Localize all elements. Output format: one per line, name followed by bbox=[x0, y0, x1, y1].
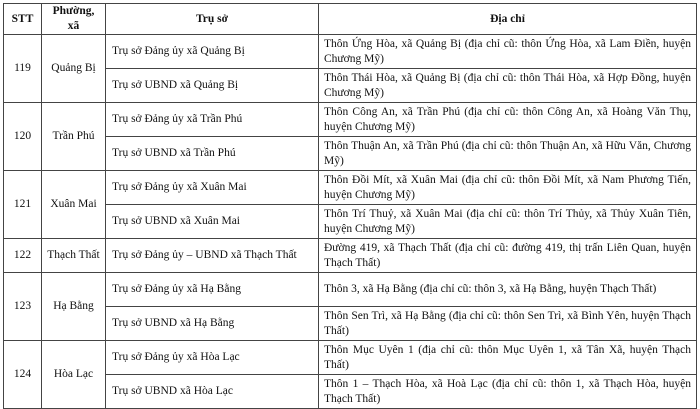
table-row bbox=[4, 341, 697, 375]
stt-cell: 119 bbox=[4, 35, 42, 103]
ward-cell: Trần Phú bbox=[42, 103, 106, 171]
header-stt: STT bbox=[4, 4, 42, 35]
table-row bbox=[4, 35, 697, 69]
ward-cell: Quảng Bị bbox=[42, 35, 106, 103]
address-cell: Thôn Mục Uyên 1 (địa chỉ cũ: thôn Mục Uyên 1, xã Tân Xã, huyện Thạch Thất) bbox=[319, 341, 697, 375]
stt-cell: 120 bbox=[4, 103, 42, 171]
office-cell: Trụ sở UBND xã Hạ Bằng bbox=[106, 307, 319, 341]
address-cell: Thôn 3, xã Hạ Bằng (địa chỉ cũ: thôn 3, xã Hạ Bằng, huyện Thạch Thất) bbox=[319, 273, 697, 307]
header-ward: Phường, xã bbox=[42, 4, 106, 35]
address-cell: Thôn Ứng Hòa, xã Quảng Bị (địa chỉ cũ: thôn Ứng Hòa, xã Lam Điền, huyện Chương Mỹ) bbox=[319, 35, 697, 69]
office-cell: Trụ sở Đảng ủy xã Trần Phú bbox=[106, 103, 319, 137]
ward-cell: Hạ Bằng bbox=[42, 273, 106, 341]
table-row bbox=[4, 137, 697, 171]
stt-cell: 122 bbox=[4, 239, 42, 273]
ward-cell: Thạch Thất bbox=[42, 239, 106, 273]
table-row bbox=[4, 171, 697, 205]
stt-cell: 121 bbox=[4, 171, 42, 239]
address-table bbox=[3, 3, 697, 409]
stt-cell: 124 bbox=[4, 341, 42, 409]
office-cell: Trụ sở UBND xã Trần Phú bbox=[106, 137, 319, 171]
table-row bbox=[4, 273, 697, 307]
table-row bbox=[4, 375, 697, 409]
table-row bbox=[4, 307, 697, 341]
ward-cell: Hòa Lạc bbox=[42, 341, 106, 409]
office-cell: Trụ sở Đảng ủy xã Hòa Lạc bbox=[106, 341, 319, 375]
address-cell: Thôn Thái Hòa, xã Quảng Bị (địa chỉ cũ: thôn Thái Hòa, xã Hợp Đồng, huyện Chương Mỹ) bbox=[319, 69, 697, 103]
office-cell: Trụ sở UBND xã Quảng Bị bbox=[106, 69, 319, 103]
address-cell: Thôn Sen Trì, xã Hạ Bằng (địa chỉ cũ: thôn Sen Trì, xã Bình Yên, huyện Thạch Thất) bbox=[319, 307, 697, 341]
address-cell: Thôn Đồi Mít, xã Xuân Mai (địa chỉ cũ: thôn Đồi Mít, xã Nam Phương Tiến, huyện Chương Mỹ) bbox=[319, 171, 697, 205]
header-address: Địa chỉ bbox=[319, 4, 697, 35]
office-cell: Trụ sở Đảng ủy xã Hạ Bằng bbox=[106, 273, 319, 307]
office-cell: Trụ sở Đảng ủy xã Xuân Mai bbox=[106, 171, 319, 205]
table-row bbox=[4, 69, 697, 103]
header-office: Trụ sở bbox=[106, 4, 319, 35]
office-cell: Trụ sở UBND xã Hòa Lạc bbox=[106, 375, 319, 409]
address-cell: Thôn Trí Thuỷ, xã Xuân Mai (địa chỉ cũ: thôn Trí Thủy, xã Thủy Xuân Tiên, huyện Chương Mỹ) bbox=[319, 205, 697, 239]
address-cell: Đường 419, xã Thạch Thất (địa chỉ cũ: đường 419, thị trấn Liên Quan, huyện Thạch Thất) bbox=[319, 239, 697, 273]
header-row bbox=[4, 4, 697, 35]
table-row bbox=[4, 205, 697, 239]
ward-cell: Xuân Mai bbox=[42, 171, 106, 239]
address-cell: Thôn Công An, xã Trần Phú (địa chỉ cũ: thôn Công An, xã Hoàng Văn Thụ, huyện Chương Mỹ) bbox=[319, 103, 697, 137]
stt-cell: 123 bbox=[4, 273, 42, 341]
table-row bbox=[4, 239, 697, 273]
address-cell: Thôn 1 – Thạch Hòa, xã Hoà Lạc (địa chỉ cũ: thôn 1, xã Thạch Hòa, huyện Thạch Thất) bbox=[319, 375, 697, 409]
table-row bbox=[4, 103, 697, 137]
address-cell: Thôn Thuận An, xã Trần Phú (địa chỉ cũ: thôn Thuận An, xã Hữu Văn, Chương Mỹ) bbox=[319, 137, 697, 171]
office-cell: Trụ sở Đảng ủy – UBND xã Thạch Thất bbox=[106, 239, 319, 273]
office-cell: Trụ sở Đảng ủy xã Quảng Bị bbox=[106, 35, 319, 69]
office-cell: Trụ sở UBND xã Xuân Mai bbox=[106, 205, 319, 239]
